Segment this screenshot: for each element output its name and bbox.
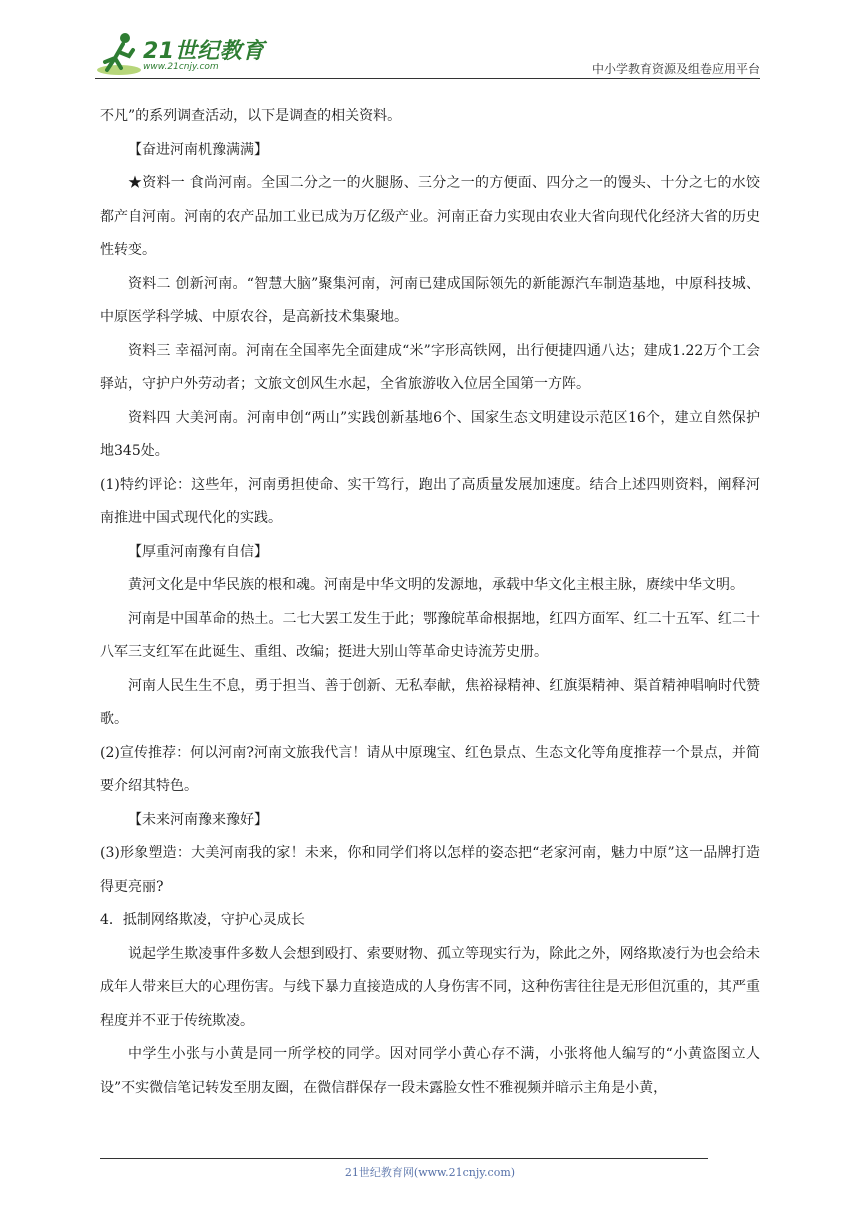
paragraph: ★资料一 食尚河南。全国二分之一的火腿肠、三分之一的方便面、四分之一的馒头、十分之七的水饺都产自河南。河南的农产品加工业已成为万亿级产业。河南正奋力实现由农业大省向现代化经济大省的历史性转变。 xyxy=(100,175,760,258)
paragraph: 说起学生欺凌事件多数人会想到殴打、索要财物、孤立等现实行为，除此之外，网络欺凌行为也会给未成年人带来巨大的心理伤害。与线下暴力直接造成的人身伤害不同，这种伤害往往是无形但沉重的，其严重程度并不亚于传统欺凌。 xyxy=(100,945,760,1029)
paragraph: 资料三 幸福河南。河南在全国率先全面建成“米”字形高铁网，出行便捷四通八达；建成1.22万个工会驿站，守护户外劳动者；文旅文创风生水起，全省旅游收入位居全国第一方阵。 xyxy=(100,342,760,392)
page-footer: 21世纪教育网(www.21cnjy.com) xyxy=(344,1166,516,1179)
logo xyxy=(95,28,270,80)
section-heading: 【未来河南豫来豫好】 xyxy=(128,811,268,828)
header-divider xyxy=(95,78,760,79)
platform-title: 中小学教育资源及组卷应用平台 xyxy=(591,62,760,76)
document-body xyxy=(100,100,760,1105)
paragraph: 黄河文化是中华民族的根和魂。河南是中华文明的发源地，承载中华文化主根主脉，赓续中华文明。 xyxy=(128,577,744,593)
section-heading: 【奋进河南机豫满满】 xyxy=(128,141,268,158)
paragraph: 中学生小张与小黄是同一所学校的同学。因对同学小黄心存不满，小张将他人编写的“小黄盗图立人设”不实微信笔记转发至朋友圈，在微信群保存一段未露脸女性不雅视频并暗示主角是小黄， xyxy=(100,1046,760,1096)
question: (1)特约评论：这些年，河南勇担使命、实干笃行，跑出了高质量发展加速度。结合上述四则资料，阐释河南推进中国式现代化的实践。 xyxy=(100,476,760,526)
item-heading: 4．抵制网络欺凌，守护心灵成长 xyxy=(100,912,305,928)
page-header xyxy=(95,28,760,80)
paragraph: 不凡”的系列调查活动，以下是调查的相关资料。 xyxy=(100,108,402,124)
logo-text: 21世纪教育 xyxy=(143,39,265,64)
runner-icon xyxy=(95,28,147,80)
question: (3)形象塑造：大美河南我的家！未来，你和同学们将以怎样的姿态把“老家河南，魅力中原”这一品牌打造得更亮丽? xyxy=(100,845,760,895)
paragraph: 河南人民生生不息，勇于担当、善于创新、无私奉献，焦裕禄精神、红旗渠精神、渠首精神唱响时代赞歌。 xyxy=(100,677,760,727)
section-heading: 【厚重河南豫有自信】 xyxy=(128,543,268,560)
question: (2)宣传推荐：何以河南?河南文旅我代言！请从中原瑰宝、红色景点、生态文化等角度推荐一个景点，并简要介绍其特色。 xyxy=(100,744,760,794)
paragraph: 河南是中国革命的热土。二七大罢工发生于此；鄂豫皖革命根据地，红四方面军、红二十五军、红二十八军三支红军在此诞生、重组、改编；挺进大别山等革命史诗流芳史册。 xyxy=(100,610,760,660)
logo-url: www.21cnjy.com xyxy=(143,62,219,72)
paragraph: 资料四 大美河南。河南申创“两山”实践创新基地6个、国家生态文明建设示范区16个，建立自然保护地345处。 xyxy=(100,409,760,459)
footer-divider xyxy=(100,1158,708,1159)
paragraph: 资料二 创新河南。“智慧大脑”聚集河南，河南已建成国际领先的新能源汽车制造基地，中原科技城、中原医学科学城、中原农谷，是高新技术集聚地。 xyxy=(100,275,760,325)
